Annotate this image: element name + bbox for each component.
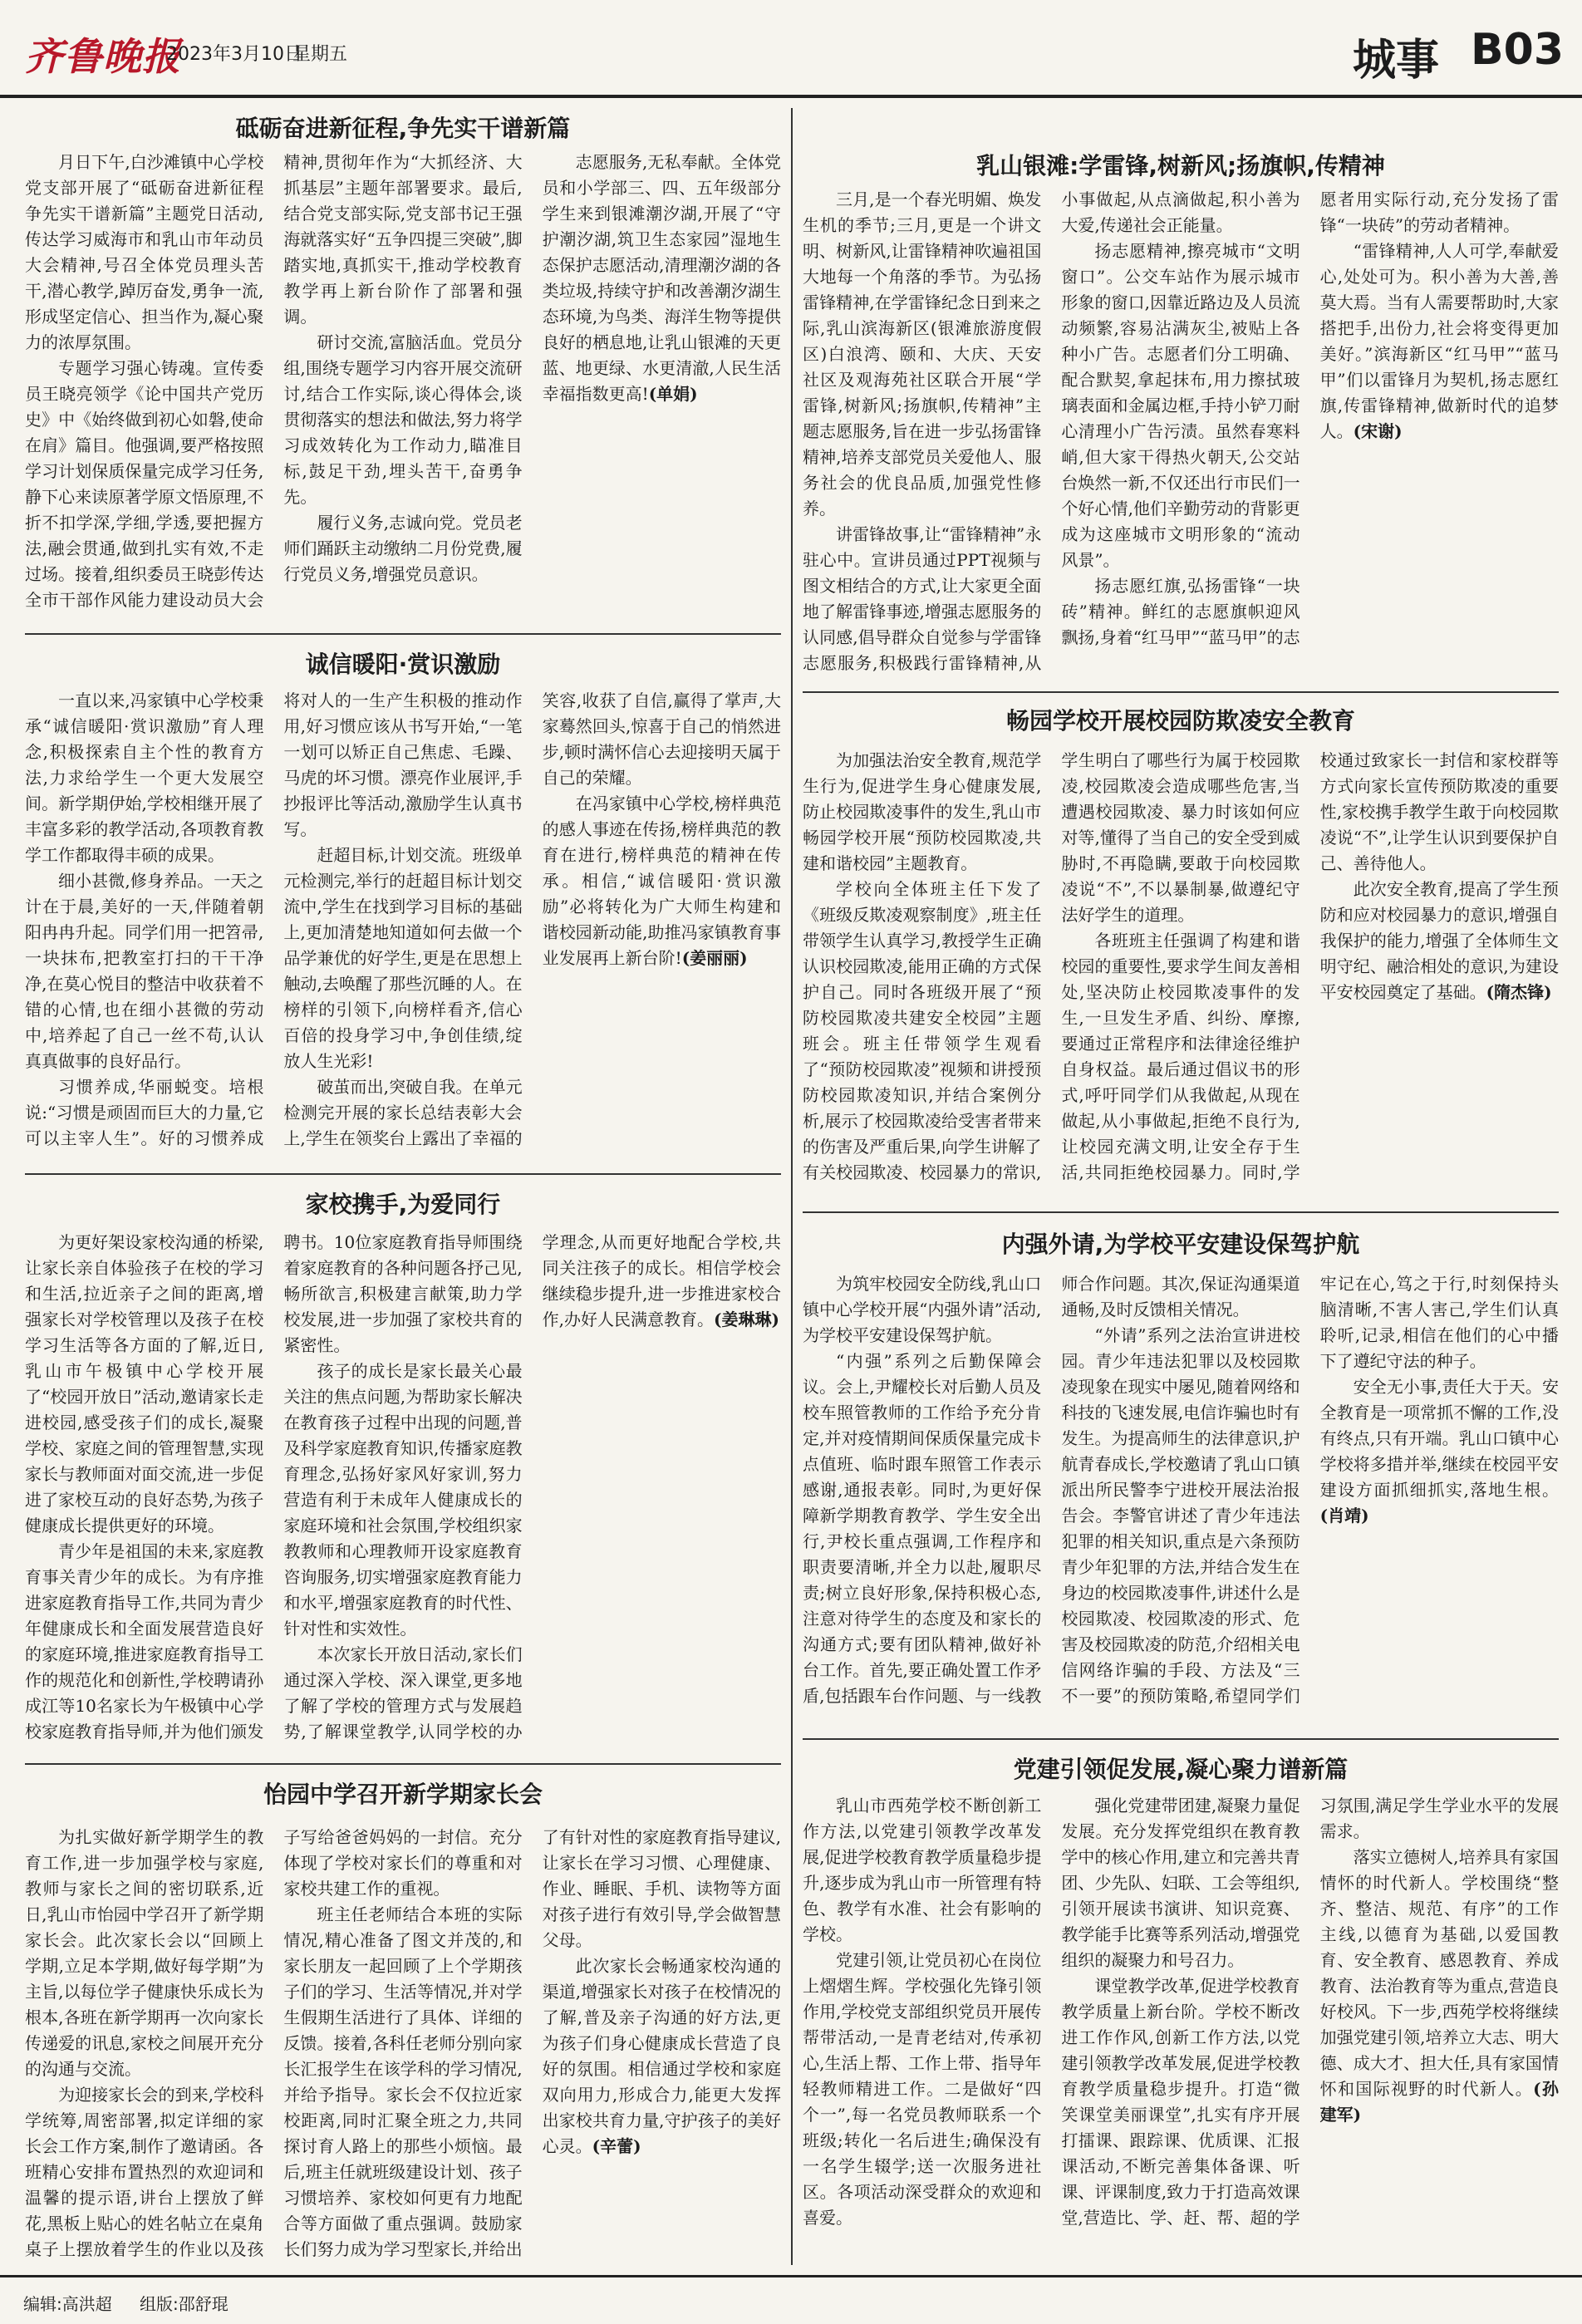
article-4-title: 怡园中学召开新学期家长会 <box>263 1781 543 1808</box>
article-paragraph: 孩子的成长是家长最关心最关注的焦点问题,为帮助家长解决在教育孩子过程中出现的问题,普及科学家庭教育知识,传播家庭教育理念,弘扬好家风好家训,努力营造有利于未成年人健康成长的家庭环境和社会氛围,学校组织家教教师和心理教师开设家庭教育咨询服务,切实增强家庭教育能力和水平,增强家庭教育的时代性、针对性和实效性。 <box>283 1361 523 1639</box>
article-author: (孙建军) <box>1319 2079 1559 2125</box>
article-3-title: 家校携手,为爱同行 <box>305 1191 501 1218</box>
article-paragraph: 安全无小事,责任大于天。安全教育是一项常抓不懈的工作,没有终点,只有开端。乳山口镇中心学校将多措并举,继续在校园平安建设方面抓细抓实,落地生根。(肖靖) <box>1319 1377 1559 1526</box>
article-paragraph: 一直以来,冯家镇中心学校秉承“诚信暖阳·赏识激励”育人理念,积极探索自主个性的教育方法,力求给学生一个更大发展空间。新学期伊始,学校相继开展了丰富多彩的教学活动,各项教育教学工作都取得丰硕的成果。 <box>25 690 264 865</box>
article-paragraph: 本次家长开放日活动,家长们通过深入学校、深入课堂,更多地了解了学校的管理方式与发展趋势,了解课堂教学,认同学校的办学理念,从而更好地配合学校,共同关注孩子的成长。相信学校会继续稳步提升,进一步推进家校合作,办好人民满意教育。(姜琳琳) <box>283 1232 781 1742</box>
newspaper-logo: 齐鲁晚报 <box>25 34 181 79</box>
article-2-body <box>25 688 781 1162</box>
article-paragraph: 落实立德树人,培养具有家国情怀的时代新人。学校围绕“整齐、整洁、规范、有序”的工作主线,以德育为基础,以爱国教育、安全教育、感恩教育、养成教育、法治教育等为重点,营造良好校风。下一步,西苑学校将继续加强党建引领,培养立大志、明大德、成大才、担大任,具有家国情怀和国际视野的时代新人。(孙建军) <box>1319 1847 1559 2125</box>
article-paragraph: 在冯家镇中心学校,榜样典范的感人事迹在传扬,榜样典范的教育在进行,榜样典范的精神在传承。相信,“诚信暖阳·赏识激励”必将转化为广大师生构建和谐校园新动能,助推冯家镇教育事业发展再上新台阶!(姜丽丽) <box>542 794 781 968</box>
column-divider <box>791 108 793 2265</box>
section-name: 城事 <box>1353 36 1440 86</box>
article-paragraph: 此次安全教育,提高了学生预防和应对校园暴力的意识,增强自我保护的能力,增强了全体师生文明守纪、融洽相处的意识,为建设平安校园奠定了基础。(隋杰锋) <box>1319 879 1559 1002</box>
article-paragraph: 赶超目标,计划交流。班级单元检测完,举行的赶超目标计划交流中,学生在找到学习目标的基础上,更加清楚地知道如何去做一个品学兼优的好学生,更是在思想上触动,去唤醒了那些沉睡的人。在榜样的引领下,向榜样看齐,信心百倍的投身学习中,争创佳绩,绽放人生光彩! <box>283 845 523 1071</box>
article-2-title: 诚信暖阳·赏识激励 <box>305 651 501 678</box>
article-author: (隋杰锋) <box>1486 982 1552 1002</box>
divider <box>25 633 781 635</box>
article-paragraph: “雷锋精神,人人可学,奉献爱心,处处可为。积小善为大善,善莫大焉。当有人需要帮助时,大家搭把手,出份力,社会将变得更加美好。”滨海新区“红马甲”“蓝马甲”们以雷锋月为契机,扬志愿红旗,传雷锋精神,做新时代的追梦人。(宋谢) <box>1319 241 1559 441</box>
article-paragraph: 为加强法治安全教育,规范学生行为,促进学生身心健康发展,防止校园欺凌事件的发生,乳山市畅园学校开展“预防校园欺凌,共建和谐校园”主题教育。 <box>803 750 1042 873</box>
issue-weekday: 星期五 <box>292 44 348 65</box>
article-author: (姜丽丽) <box>681 948 748 968</box>
article-paragraph: “内强”系列之后勤保障会议。会上,尹耀校长对后勤人员及校车照管教师的工作给予充分肯定,并对疫情期间保质保量完成卡点值班、临时跟车照管工作表示感谢,通报表彰。同时,为更好保障新学期教育教学、学生安全出行,尹校长重点强调,工作程序和职责要清晰,并全力以赴,履职尽责;树立良好形象,保持积极心态,注意对待学生的态度及和家长的沟通方式;要有团队精神,做好补台工作。首先,要正确处置工作矛盾,包括跟车台作问题、与一线教师合作问题。其次,保证沟通渠道通畅,及时反馈相关情况。 <box>803 1274 1300 1706</box>
article-6-title: 畅园学校开展校园防欺凌安全教育 <box>1005 707 1355 735</box>
article-paragraph: 此次家长会畅通家校沟通的渠道,增强家长对孩子在校情况的了解,普及亲子沟通的好方法,更为孩子们身心健康成长营造了良好的氛围。相信通过学校和家庭双向用力,形成合力,能更大发挥出家校共育力量,守护孩子的美好心灵。(辛蕾) <box>542 1956 781 2156</box>
article-6-body <box>803 748 1559 1201</box>
article-paragraph: “外请”系列之法治宣讲进校园。青少年违法犯罪以及校园欺凌现象在现实中屡见,随着网络和科技的飞速发展,电信诈骗也时有发生。为提高师生的法律意识,护航青春成长,学校邀请了乳山口镇派出所民警李宁进校开展法治报告会。李警官讲述了青少年违法犯罪的相关知识,重点是六条预防青少年犯罪的方法,并结合发生在身边的校园欺凌事件,讲述什么是校园欺凌、校园欺凌的形式、危害及校园欺凌的防范,介绍相关电信网络诈骗的手段、方法及“三不一要”的预防策略,希望同学们牢记在心,笃之于行,时刻保持头脑清晰,不害人害己,学生们认真聆听,记录,相信在他们的心中播下了遵纪守法的种子。 <box>1061 1274 1559 1706</box>
article-paragraph: 志愿服务,无私奉献。全体党员和小学部三、四、五年级部分学生来到银滩潮汐湖,开展了“守护潮汐湖,筑卫生态家园”湿地生态保护志愿活动,清理潮汐湖的各类垃圾,持续守护和改善潮汐湖生态环境,为鸟类、海洋生物等提供良好的栖息地,让乳山银滩的天更蓝、地更绿、水更清澈,人民生活幸福指数更高!(单娟) <box>542 152 781 404</box>
article-paragraph: 破茧而出,突破自我。在单元检测完开展的家长总结表彰大会上,学生在领奖台上露出了幸福的笑容,收获了自信,赢得了掌声,大家蓦然回头,惊喜于自己的悄然进步,顿时满怀信心去迎接明天属于自己的荣耀。 <box>283 690 781 1148</box>
page-number: B03 <box>1471 25 1564 75</box>
article-7-body <box>803 1271 1559 1728</box>
divider <box>803 691 1559 693</box>
article-paragraph: 三月,是一个春光明媚、焕发生机的季节;三月,更是一个讲文明、树新风,让雷锋精神吹遍祖国大地每一个角落的季节。为弘扬雷锋精神,在学雷锋纪念日到来之际,乳山滨海新区(银滩旅游度假区)白浪湾、颐和、大庆、天安社区及观海苑社区联合开展“学雷锋,树新风;扬旗帜,传精神”主题志愿服务,旨在进一步弘扬雷锋精神,培养支部党员关爱他人、服务社会的优良品质,加强党性修养。 <box>803 189 1042 518</box>
article-paragraph: 月日下午,白沙滩镇中心学校党支部开展了“砥砺奋进新征程争先实干谱新篇”主题党日活动,传达学习威海市和乳山市年动员大会精神,号召全体党员理头苦干,潜心教学,踔厉奋发,勇争一流,形成坚定信心、担当作为,凝心聚力的浓厚氛围。 <box>25 152 264 352</box>
article-author: (宋谢) <box>1353 421 1403 441</box>
article-paragraph: 讲雷锋故事,让“雷锋精神”永驻心中。宣讲员通过PPT视频与图文相结合的方式,让大家更全面地了解雷锋事迹,增强志愿服务的认同感,倡导群众自觉参与学雷锋志愿服务,积极践行雷锋精神,从小事做起,从点滴做起,积小善为大爱,传递社会正能量。 <box>803 189 1300 673</box>
article-paragraph: 班主任老师结合本班的实际情况,精心准备了图文并茂的,和家长朋友一起回顾了上个学期孩子们的学习、生活等情况,并对学生假期生活进行了具体、详细的反馈。接着,各科任老师分别向家长汇报学生在该学科的学习情况,并给予指导。家长会不仅拉近家校距离,同时汇聚全班之力,共同探讨育人路上的那些小烦恼。最后,班主任就班级建设计划、孩子习惯培养、家校如何更有力地配合等方面做了重点强调。鼓励家长们努力成为学习型家长,并给出了有针对性的家庭教育指导建议,让家长在学习习惯、心理健康、作业、睡眠、手机、读物等方面对孩子进行有效引导,学会做智慧父母。 <box>283 1827 781 2259</box>
article-5-body <box>803 187 1559 681</box>
article-paragraph: 习惯养成,华丽蜕变。培根说:“习惯是顽固而巨大的力量,它可以主宰人生”。好的习惯养成将对人的一生产生积极的推动作用,好习惯应该从书写开始,“一笔一划可以矫正自己焦虑、毛躁、马虎的坏习惯。漂亮作业展评,手抄报评比等活动,激励学生认真书写。 <box>25 690 523 1148</box>
footer <box>0 2275 1582 2324</box>
divider <box>803 1738 1559 1740</box>
article-paragraph: 为更好架设家校沟通的桥梁,让家长亲自体验孩子在校的学习和生活,拉近亲子之间的距离,增强家长对学校管理以及孩子在校学习生活等各方面的了解,近日,乳山市午极镇中心学校开展了“校园开放日”活动,邀请家长走进校园,感受孩子们的成长,凝聚学校、家庭之间的管理智慧,实现家长与教师面对面交流,进一步促进了家校互动的良好态势,为孩子健康成长提供更好的环境。 <box>25 1232 264 1535</box>
article-author: (单娟) <box>648 384 698 404</box>
masthead <box>0 0 1582 98</box>
article-paragraph: 研讨交流,富脑活血。党员分组,围绕专题学习内容开展交流研讨,结合工作实际,谈心得体会,谈贯彻落实的想法和做法,努力将学习成效转化为工作动力,瞄准目标,鼓足干劲,埋头苦干,奋勇争先。 <box>283 332 523 507</box>
article-paragraph: 为迎接家长会的到来,学校科学统筹,周密部署,拟定详细的家长会工作方案,制作了邀请函。各班精心安排布置热烈的欢迎词和温馨的提示语,讲台上摆放了鲜花,黑板上贴心的姓名帖立在桌角桌子上摆放着学生的作业以及孩子写给爸爸妈妈的一封信。充分体现了学校对家长们的尊重和对家校共建工作的重视。 <box>25 1827 523 2259</box>
article-8-body <box>803 1793 1559 2265</box>
article-paragraph: 扬志愿红旗,弘扬雷锋“一块砖”精神。鲜红的志愿旗帜迎风飘扬,身着“红马甲”“蓝马甲”的志愿者用实际行动,充分发扬了雷锋“一块砖”的劳动者精神。 <box>1061 189 1559 647</box>
article-1-body <box>25 150 781 623</box>
issue-date: 2023年3月10日 <box>166 44 302 65</box>
article-7-title: 内强外请,为学校平安建设保驾护航 <box>1001 1231 1360 1258</box>
article-paragraph: 专题学习强心铸魂。宣传委员王晓亮领学《论中国共产党历史》中《始终做到初心如磐,使命在肩》篇目。他强调,要严格按照学习计划保质保量完成学习任务,静下心来读原著学原文悟原理,不折不扣学深,学细,学透,要把握方法,融会贯通,做到扎实有效,不走过场。接着,组织委员王晓彭传达全市干部作风能力建设动员大会精神,贯彻年作为“大抓经济、大抓基层”主题年部署要求。最后,结合党支部实际,党支部书记王强海就落实好“五争四提三突破”,脚踏实地,真抓实干,推动学校教育教学再上新台阶作了部署和强调。 <box>25 152 523 610</box>
article-paragraph: 各班班主任强调了构建和谐校园的重要性,要求学生间友善相处,坚决防止校园欺凌事件的发生,一旦发生矛盾、纠纷、摩擦,要通过正常程序和法律途径维护自身权益。最后通过倡议书的形式,呼吁同学们从我做起,从现在做起,从小事做起,拒绝不良行为,让校园充满文明,让安全存于生活,共同拒绝校园暴力。同时,学校通过致家长一封信和家校群等方式向家长宣传预防欺凌的重要性,家校携手教学生敢于向校园欺凌说“不”,让学生认识到要保护自己、善待他人。 <box>1061 750 1559 1182</box>
article-4-body <box>25 1825 781 2265</box>
article-paragraph: 乳山市西苑学校不断创新工作方法,以党建引领教学改革发展,促进学校教育教学质量稳步提升,逐步成为乳山市一所管理有特色、教学有水准、社会有影响的学校。 <box>803 1796 1042 1944</box>
footer-layout: 组版:邵舒琨 <box>140 2294 228 2314</box>
article-paragraph: 扬志愿精神,擦亮城市“文明窗口”。公交车站作为展示城市形象的窗口,因靠近路边及人员流动频繁,容易沾满灰尘,被贴上各种小广告。志愿者们分工明确、配合默契,拿起抹布,用力擦拭玻璃表面和金属边框,手持小铲刀耐心清理小广告污渍。虽然春寒料峭,但大家干得热火朝天,公交站台焕然一新,不仅还出行市民们一个好心情,他们辛勤劳动的背影更成为这座城市文明形象的“流动风景”。 <box>1061 241 1300 570</box>
divider <box>803 1211 1559 1213</box>
article-paragraph: 为筑牢校园安全防线,乳山口镇中心学校开展“内强外请”活动,为学校平安建设保驾护航。 <box>803 1274 1042 1345</box>
article-author: (姜琳琳) <box>714 1309 779 1329</box>
article-paragraph: 履行义务,志诚向党。党员老师们踊跃主动缴纳二月份党费,履行党员义务,增强党员意识。 <box>283 513 523 584</box>
article-3-body <box>25 1230 781 1753</box>
article-paragraph: 为扎实做好新学期学生的教育工作,进一步加强学校与家庭,教师与家长之间的密切联系,近日,乳山市怡园中学召开了新学期家长会。此次家长会以“回顾上学期,立足本学期,做好每学期”为主旨,以每位学子健康快乐成长为根本,各班在新学期再一次向家长传递爱的讯息,家校之间展开充分的沟通与交流。 <box>25 1827 264 2079</box>
article-paragraph: 青少年是祖国的未来,家庭教育事关青少年的成长。为有序推进家庭教育指导工作,共同为青少年健康成长和全面发展营造良好的家庭环境,推进家庭教育指导工作的规范化和创新性,学校聘请孙成江等10名家长为午极镇中心学校家庭教育指导师,并为他们颁发聘书。10位家庭教育指导师围绕着家庭教育的各种问题各抒己见,畅所欲言,积极建言献策,助力学校发展,进一步加强了家校共育的紧密性。 <box>25 1232 523 1742</box>
article-5-title: 乳山银滩:学雷锋,树新风;扬旗帜,传精神 <box>976 152 1385 179</box>
article-8-title: 党建引领促发展,凝心聚力谱新篇 <box>1013 1756 1349 1783</box>
article-paragraph: 细小甚微,修身养品。一天之计在于晨,美好的一天,伴随着朝阳冉冉升起。同学们用一把笤帚,一块抹布,把教室打扫的干干净净,在莫心悦目的整洁中收获着不错的心情,也在细小甚微的劳动中,培养起了自己一丝不苟,认认真真做事的良好品行。 <box>25 871 264 1071</box>
article-1-title: 砥砺奋进新征程,争先实干谱新篇 <box>235 115 571 142</box>
footer-editor: 编辑:高洪超 <box>23 2294 112 2314</box>
article-author: (辛蕾) <box>592 2136 641 2156</box>
divider <box>25 1763 781 1765</box>
article-paragraph: 课堂教学改革,促进学校教育教学质量上新台阶。学校不断改进工作作风,创新工作方法,以党建引领教学改革发展,促进学校教育教学质量稳步提升。打造“微笑课堂美丽课堂”,扎实有序开展打擂课、跟踪课、优质课、汇报课活动,不断完善集体备课、听课、评课制度,致力于打造高效课堂,营造比、学、赶、帮、超的学习氛围,满足学生学业水平的发展需求。 <box>1061 1796 1559 2228</box>
article-paragraph: 党建引领,让党员初心在岗位上熠熠生辉。学校强化先锋引领作用,学校党支部组织党员开展传帮带活动,一是青老结对,传承初心,生活上帮、工作上带、指导年轻教师精进工作。二是做好“四个一”,每一名党员教师联系一个班级;转化一名后进生;确保没有一名学生辍学;送一次服务进社区。各项活动深受群众的欢迎和喜爱。 <box>803 1950 1042 2228</box>
article-author: (肖靖) <box>1319 1506 1369 1526</box>
article-paragraph: 强化党建带团建,凝聚力量促发展。充分发挥党组织在教育教学中的核心作用,建立和完善共青团、少先队、妇联、工会等组织,引领开展读书演讲、知识竞赛、教学能手比赛等系列活动,增强党组织的凝聚力和号召力。 <box>1061 1796 1300 1970</box>
article-paragraph: 学校向全体班主任下发了《班级反欺凌观察制度》,班主任带领学生认真学习,教授学生正确认识校园欺凌,能用正确的方式保护自己。同时各班级开展了“预防校园欺凌共建安全校园”主题班会。班主任带领学生观看了“预防校园欺凌”视频和讲授预防校园欺凌知识,并结合案例分析,展示了校园欺凌给受害者带来的伤害及严重后果,向学生讲解了有关校园欺凌、校园暴力的常识,学生明白了哪些行为属于校园欺凌,校园欺凌会造成哪些危害,当遭遇校园欺凌、暴力时该如何应对等,懂得了当自己的安全受到威胁时,不再隐瞒,要敢于向校园欺凌说“不”,不以暴制暴,做遵纪守法好学生的道理。 <box>803 750 1300 1182</box>
divider <box>25 1173 781 1175</box>
